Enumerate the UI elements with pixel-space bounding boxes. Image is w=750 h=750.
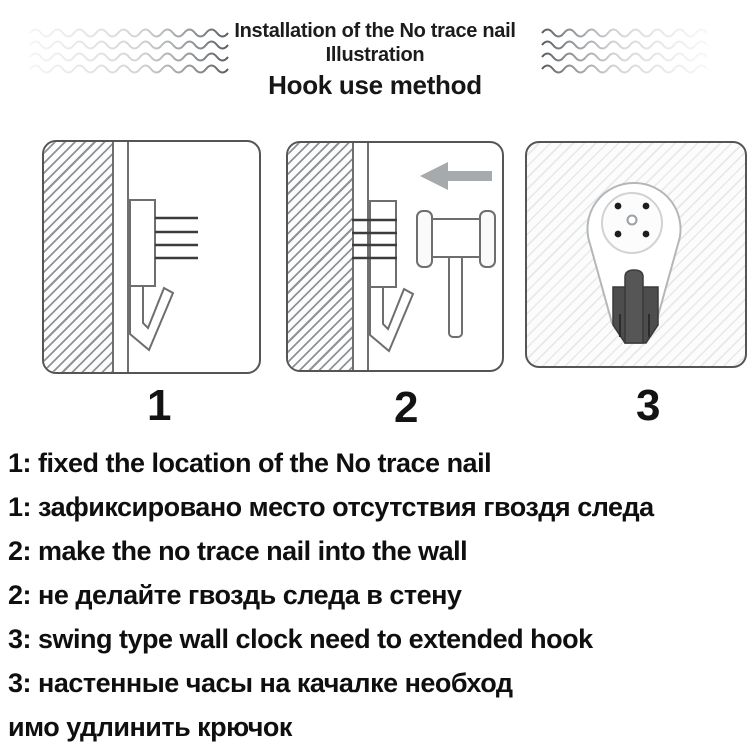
instruction-line: 2: не делайте гвоздь следа в стену (8, 580, 462, 610)
arrow-left-icon (420, 162, 492, 190)
step-2-number: 2 (394, 383, 419, 432)
hammer-icon (415, 209, 497, 339)
page-title: Hook use method (268, 70, 482, 100)
step-3-number: 3 (636, 381, 661, 430)
instruction-line: 3: swing type wall clock need to extended hook (8, 624, 593, 654)
wall-cross-section (288, 143, 354, 370)
instruction-line: 1: зафиксировано место отсутствия гвоздя следа (8, 492, 654, 522)
step-1-number: 1 (147, 381, 172, 430)
no-trace-nail-side-hook-icon (129, 199, 207, 359)
instruction-line: имо удлинить крючок (8, 712, 292, 742)
wall-surface-strip (114, 142, 129, 372)
title-line-1: Installation of the No trace nail (234, 20, 516, 42)
title-line-2: Illustration (325, 44, 425, 66)
instruction-line: 2: make the no trace nail into the wall (8, 536, 468, 566)
instruction-text-block (8, 441, 748, 749)
wall-cross-section (44, 142, 114, 372)
instruction-line: 3: настенные часы на качалке необход (8, 668, 513, 698)
installed-hook-front-icon (578, 174, 688, 349)
instruction-line: 1: fixed the location of the No trace nail (8, 448, 492, 478)
